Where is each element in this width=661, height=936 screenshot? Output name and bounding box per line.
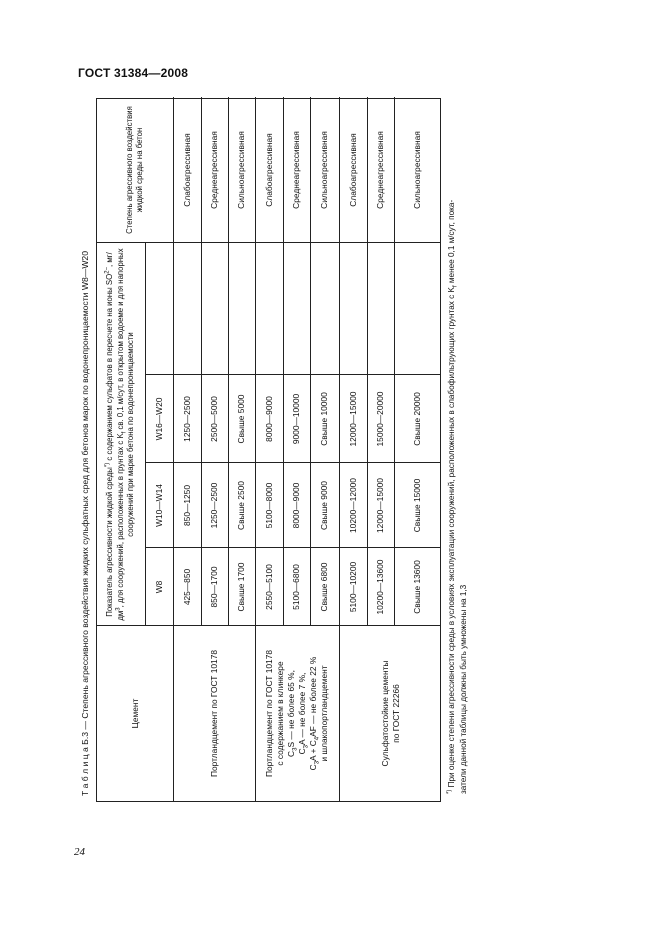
table-cell: Свыше 13600 — [412, 560, 422, 614]
sulfate-aggressiveness-table — [96, 98, 441, 802]
header-cement: Цемент — [129, 698, 140, 729]
table-cell: 1250—2500 — [209, 482, 219, 529]
table-cell: 8000—9000 — [291, 482, 301, 529]
cement-sulfate-resistant: Сульфатостойкие цементы по ГОСТ 22266 — [379, 660, 401, 767]
table-cell: 2550—5100 — [263, 564, 274, 610]
table-cell: 850—1700 — [209, 566, 219, 608]
table-cell: Среднеагрессивная — [291, 131, 301, 209]
table-cell: Среднеагрессивная — [209, 131, 219, 209]
table-cell: Сильноагрессивная — [412, 131, 422, 209]
table-cell: Слабоагрессивная — [347, 133, 358, 207]
mark-w10-w14: W10—W14 — [153, 484, 164, 527]
table-cell: Сильноагрессивная — [319, 131, 329, 209]
table-cell: 2500—5000 — [209, 396, 219, 442]
document-header: ГОСТ 31384—2008 — [78, 66, 189, 80]
cement-portland-limited: Портландцемент по ГОСТ 10178 с содержанием в клинкере $C_3S$ — не более 65 %, $C_3A$ — не более 7 %, $C_3A + C_4AF$ — не более 22 % и шлакопортландцемент — [264, 649, 329, 778]
table-cell: 10200—13600 — [375, 559, 385, 615]
table-cell: Свыше 6800 — [319, 562, 329, 612]
table-footnote: *) При оценке степени агрессивности среды в условиях эксплуатации сооружений, расположенных в слабофильтрующих грунтах с $K_f$ менее 0,1 м/сут, пока- затели данной таблицы должны быть умножены на 1,3 — [446, 199, 468, 794]
table-cell: 12000—15000 — [375, 478, 385, 533]
table-cell: Свыше 10000 — [319, 392, 329, 446]
table-cell: Свыше 2500 — [236, 481, 246, 530]
page-number: 24 — [74, 846, 85, 858]
header-degree: Степень агрессивного воздействия жидкой среды на бетон — [124, 106, 144, 234]
table-cell: 10200—12000 — [347, 478, 358, 533]
table-cell: 12000—15000 — [347, 391, 358, 447]
mark-w8: W8 — [153, 580, 164, 594]
table-cell: 15000—20000 — [375, 391, 385, 447]
table-cell: Среднеагрессивная — [375, 131, 385, 209]
table-cell: 1250—2500 — [181, 396, 192, 442]
table-cell: 5100—6800 — [291, 564, 301, 610]
table-cell: 425—850 — [181, 568, 192, 606]
table-cell: 5100—10200 — [347, 561, 358, 613]
mark-w16-w20: W16—W20 — [153, 397, 164, 441]
table-cell: 850—1250 — [181, 485, 192, 526]
table-cell: Свыше 5000 — [236, 394, 246, 444]
table-cell: 5100—8000 — [263, 482, 274, 529]
rotated-table-block — [78, 88, 473, 802]
table-cell: Свыше 15000 — [412, 478, 422, 533]
header-indicator: Показатель агрессивности жидкой среды*) с содержанием сульфатов в пересчете на ионы $SO^{2-}$, $мг/дм^3$, для сооружений, расположенных в грунтах с $K_f$ св. 0,1 м/сут, в открытом водоеме и для напорных сооружений при марке бетона по водонепроницаемости — [104, 248, 136, 621]
table-cell: Сильноагрессивная — [236, 131, 246, 209]
table-cell: 8000—9000 — [263, 396, 274, 442]
table-cell: Свыше 9000 — [319, 481, 329, 530]
table-caption: Т а б л и ц а Б.3 — Степень агрессивного воздействия жидких сульфатных сред для бетонов марок по водонепроницаемости W8—W20 — [80, 251, 90, 796]
cement-portland: Портландцемент по ГОСТ 10178 — [208, 649, 219, 778]
table-cell: Свыше 20000 — [412, 392, 422, 446]
table-cell: 9000—10000 — [291, 393, 301, 445]
table-cell: Слабоагрессивная — [181, 133, 192, 207]
table-cell: Свыше 1700 — [236, 562, 246, 612]
table-cell: Слабоагрессивная — [263, 133, 274, 207]
